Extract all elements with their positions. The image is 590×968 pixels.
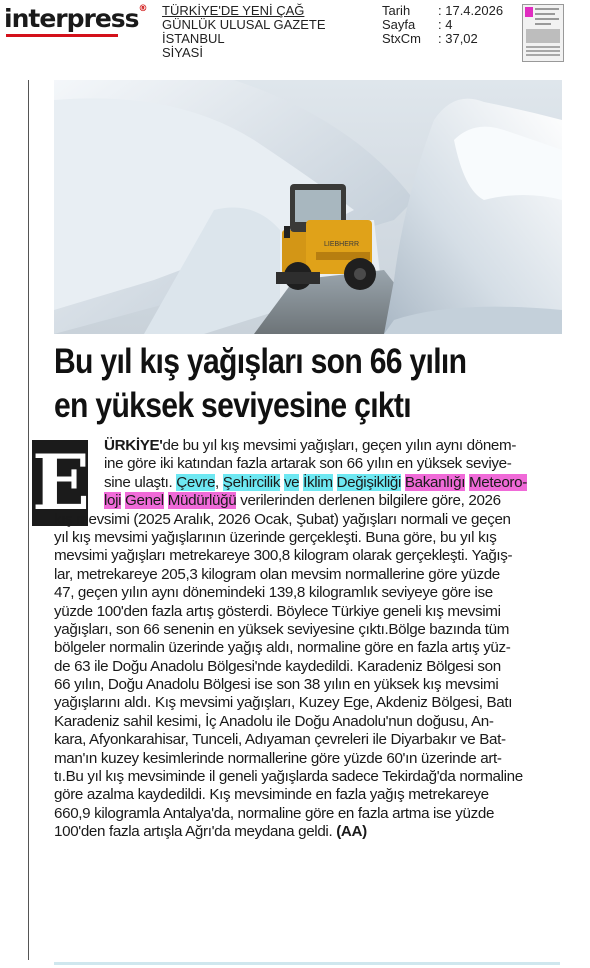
body-line: 47, geçen yılın aynı dönemindeki 139,8 kilogramlık seviyeye göre ise <box>54 584 493 602</box>
publication-type: GÜNLÜK ULUSAL GAZETE <box>162 17 326 32</box>
highlight-term: Değişikliği <box>336 473 402 491</box>
body-line: göre azalma kaydedildi. Kış mevsiminde en fazla yağış metrekareye <box>54 786 489 804</box>
body-line: 100'den fazla artışla Ağrı'da meydana geldi. (AA) <box>54 823 367 841</box>
body-line: 66 yılın, Doğu Anadolu Bölgesi ise son 38 yılın en yüksek kış mevsimi <box>54 676 499 694</box>
body-line: Karadeniz sahil kesimi, İç Anadolu ile Doğu Anadolu'nun doğusu, An- <box>54 712 494 730</box>
body-line: kış mevsimi (2025 Aralık, 2026 Ocak, Şubat) yağışları normali ve geçen <box>54 510 511 528</box>
meta-page: Sayfa : 4 <box>382 17 453 32</box>
body-line: lar, metrekareye 205,3 kilogram olan mevsim normallerine göre yüzde <box>54 565 500 583</box>
body-line: 660,9 kilogramla Antalya'da, normaline göre en fazla artma ise yüzde <box>54 804 495 822</box>
drop-cap: E <box>32 438 90 527</box>
highlight-term: Meteoro- <box>468 473 527 491</box>
body-line: sine ulaştı. Çevre, Şehircilik ve İklim Değişikliği Bakanlığı Meteoro- <box>104 473 527 491</box>
svg-text:LIEBHERR: LIEBHERR <box>324 241 360 248</box>
highlight-term: İklim <box>303 473 333 491</box>
body-line: yağışlarını aldı. Kış mevsimi yağışları, Kuzey Ege, Akdeniz Bölgesi, Batı <box>54 694 513 712</box>
article-body <box>54 437 568 842</box>
publication-name: TÜRKİYE'DE YENİ ÇAĞ <box>162 3 305 18</box>
body-line: kara, Afyonkarahisar, Tunceli, Adıyaman çevreleri ile Diyarbakır ve Bat- <box>54 731 506 749</box>
body-line: tı.Bu yıl kış mevsiminde il geneli yağışlarda sadece Tekirdağ'da normaline <box>54 768 523 786</box>
logo: interpress® <box>4 4 147 33</box>
highlight-term: Şehircilik <box>222 473 281 491</box>
publication-city: İSTANBUL <box>162 31 225 46</box>
highlight-term: loji <box>104 492 122 510</box>
highlight-term: Müdürlüğü <box>167 492 237 510</box>
column-rule <box>28 80 29 960</box>
body-line: ÜRKİYE'de bu yıl kış mevsimi yağışları, geçen yılın aynı dönem- <box>104 437 517 454</box>
headline-line-1: Bu yıl kış yağışları son 66 yılın <box>54 342 467 381</box>
body-line: mevsimi yağışları metrekareye 300,8 kilogram olarak gerçekleşti. Yağış- <box>54 547 513 565</box>
page-thumbnail[interactable] <box>522 4 564 62</box>
body-line: loji Genel Müdürlüğü verilerinden derlenen bilgilere göre, 2026 <box>104 492 501 510</box>
body-line: yağışları, son 66 senenin en yüksek seviyesine çıktı.Bölge bazında tüm <box>54 620 510 638</box>
logo-underline <box>6 34 118 37</box>
headline-line-2: en yüksek seviyesine çıktı <box>54 386 411 425</box>
clipping-meta <box>382 4 503 46</box>
highlight-term: Bakanlığı <box>404 473 466 491</box>
source-credit: (AA) <box>336 823 367 841</box>
bottom-rule <box>54 962 560 965</box>
meta-stxcm: StxCm : 37,02 <box>382 31 478 46</box>
highlight-term: ve <box>283 473 300 491</box>
snow-plow-photo <box>54 80 562 334</box>
lead-word: ÜRKİYE' <box>104 437 163 454</box>
body-line: man'ın kuzey kesimlerinde normallerine göre yüzde 60'ın üzerinde art- <box>54 749 502 767</box>
body-line: yıl kış mevsimi yağışlarının üzerinde gerçekleşti. Buna göre, bu yıl kış <box>54 528 497 546</box>
publication-info <box>162 4 326 60</box>
meta-date: Tarih : 17.4.2026 <box>382 3 504 18</box>
article-headline <box>54 340 570 428</box>
highlight-term: Çevre <box>176 473 216 491</box>
publication-section: SİYASİ <box>162 45 203 60</box>
body-line: yüzde 100'den fazla artış gösterdi. Böylece Türkiye geneli kış mevsimi <box>54 602 501 620</box>
highlight-term: Genel <box>125 492 164 510</box>
body-line: bölgeler normalin üzerinde yağış aldı, normaline göre en fazla artış yüz- <box>54 639 511 657</box>
body-line: ine göre iki katından fazla artarak son 66 yılın en yüksek seviye- <box>104 455 512 473</box>
body-line: de 63 ile Doğu Anadolu Bölgesi'nde kaydedildi. Karadeniz Bölgesi son <box>54 657 501 675</box>
